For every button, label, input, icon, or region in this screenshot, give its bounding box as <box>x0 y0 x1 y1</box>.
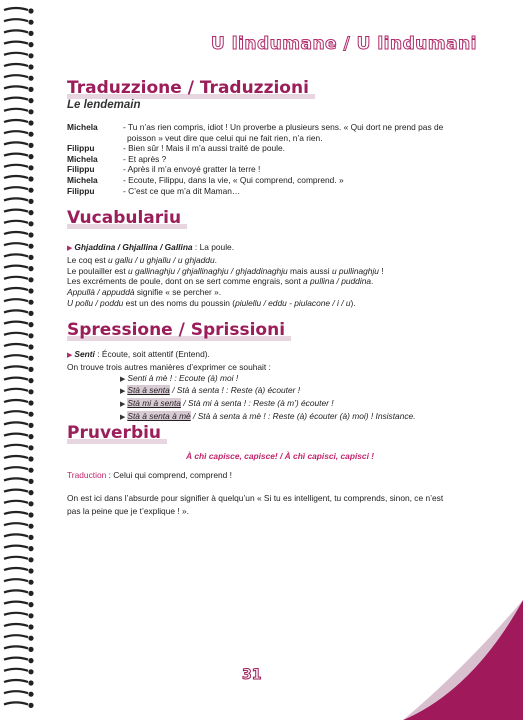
expression-item: ▶ Stà mi à senta / Stà mi à senta ! : Reste (à m’) écouter ! <box>120 398 334 409</box>
spiral-ring <box>4 333 34 339</box>
spiral-ring <box>4 546 34 552</box>
dialog-line <box>67 164 477 175</box>
spiral-ring <box>4 355 34 361</box>
speaker-name: Filippu <box>67 164 95 175</box>
spiral-ring <box>4 557 34 563</box>
header-title: U lindumane / U lindumani <box>211 34 477 54</box>
spiral-ring <box>4 19 34 25</box>
expression-intro: On trouve trois autres manières d’exprimer ce souhait : <box>67 361 271 372</box>
spiral-ring <box>4 568 34 574</box>
speaker-name: Filippu <box>67 143 95 154</box>
spiral-ring <box>4 691 34 697</box>
section-title-traduzzione: Traduzzione / Traduzzioni <box>67 78 309 98</box>
spiral-ring <box>4 109 34 115</box>
page-number: 31 <box>242 667 262 683</box>
spiral-ring <box>4 658 34 664</box>
proverb-note: On est ici dans l’absurde pour signifier à quelqu’un « Si tu es intelligent, tu comprends, sinon, ce n’est pas la peine que je t’explique ! ». <box>67 493 444 516</box>
dialog-line <box>67 186 477 197</box>
vocab-line: U pollu / poddu est un des noms du poussin (piulellu / eddu - piulacone / i / u). <box>67 297 356 308</box>
spiral-ring <box>4 411 34 417</box>
spiral-ring <box>4 613 34 619</box>
vocab-line: ▶ Ghjaddina / Ghjallina / Gallina : La poule. <box>67 242 235 252</box>
triangle-bullet-icon: ▶ <box>120 375 126 383</box>
spiral-ring <box>4 154 34 160</box>
proverb-translation: Traduction : Celui qui comprend, comprend ! <box>67 470 232 480</box>
spiral-ring <box>4 288 34 294</box>
dialog-text: - Bien sûr ! Mais il m’a aussi traité de poule. <box>123 143 285 154</box>
spiral-ring <box>4 366 34 372</box>
spiral-ring <box>4 30 34 36</box>
spiral-ring <box>4 702 34 708</box>
dialog-text: - Et après ? <box>123 153 167 164</box>
spiral-ring <box>4 590 34 596</box>
triangle-bullet-icon: ▶ <box>120 401 126 409</box>
triangle-bullet-icon: ▶ <box>67 352 73 359</box>
section-title-pruverbiu: Pruverbiu <box>67 423 161 443</box>
spiral-ring <box>4 624 34 630</box>
vocab-line: Le poulailler est u gallinaghju / ghjallinaghju / ghjaddinaghju mais aussi u pullinaghju ! <box>67 265 384 276</box>
speaker-name: Michela <box>67 122 98 132</box>
spiral-ring <box>4 120 34 126</box>
spiral-ring <box>4 8 34 14</box>
spiral-ring <box>4 299 34 305</box>
expression-block <box>67 349 477 424</box>
dialog-text: - Tu n’as rien compris, idiot ! Un proverbe a plusieurs sens. « Qui dort ne prend pas de poisson » veut dire que celui qui ne fait rien, n’a rien. <box>123 122 444 143</box>
vocab-line: Les excréments de poule, dont on se sert comme engrais, sont a pullina / puddina. <box>67 276 374 287</box>
vocab-line: Le coq est u gallu / u ghjallu / u ghjaddu. <box>67 254 217 265</box>
spiral-ring <box>4 322 34 328</box>
spiral-ring <box>4 400 34 406</box>
speaker-name: Michela <box>67 174 98 185</box>
spiral-ring <box>4 243 34 249</box>
spiral-ring <box>4 378 34 384</box>
spiral-ring <box>4 456 34 462</box>
vocab-line: Appullà / appuddà signifie « se percher ». <box>67 287 222 298</box>
spiral-ring <box>4 478 34 484</box>
spiral-ring <box>4 165 34 171</box>
spiral-ring <box>4 75 34 81</box>
triangle-bullet-icon: ▶ <box>67 245 73 252</box>
spiral-ring <box>4 42 34 48</box>
vocabulary-list <box>67 242 477 309</box>
dialog-subtitle: Le lendemain <box>67 99 141 111</box>
dialog-line <box>67 175 477 186</box>
spiral-ring <box>4 277 34 283</box>
spiral-ring <box>4 187 34 193</box>
dialog-text: - Après il m’a envoyé gratter la terre ! <box>123 164 261 175</box>
expression-item: ▶ Stà à senta / Stà à senta ! : Reste (à) écouter ! <box>120 385 301 396</box>
spiral-ring <box>4 232 34 238</box>
triangle-bullet-icon: ▶ <box>120 413 126 421</box>
spiral-ring <box>4 602 34 608</box>
spiral-ring <box>4 64 34 70</box>
spiral-ring <box>4 490 34 496</box>
spiral-ring <box>4 86 34 92</box>
spiral-ring <box>4 344 34 350</box>
spiral-ring <box>4 501 34 507</box>
dialog-text: - Ecoute, Filippu, dans la vie, « Qui comprend, comprend. » <box>123 174 344 185</box>
spiral-ring <box>4 389 34 395</box>
spiral-ring <box>4 142 34 148</box>
spiral-ring <box>4 98 34 104</box>
spiral-ring <box>4 680 34 686</box>
spiral-ring <box>4 579 34 585</box>
dialog <box>67 122 477 196</box>
speaker-name: Michela <box>67 153 98 164</box>
spiral-ring <box>4 310 34 316</box>
spiral-ring <box>4 53 34 59</box>
dialog-line <box>67 143 477 154</box>
triangle-bullet-icon: ▶ <box>120 388 126 396</box>
spiral-ring <box>4 534 34 540</box>
spiral-ring <box>4 445 34 451</box>
expression-item: ▶ Senti à mè ! : Ecoute (à) moi ! <box>120 372 239 383</box>
dialog-line <box>67 122 477 143</box>
spiral-ring <box>4 523 34 529</box>
spiral-ring <box>4 669 34 675</box>
spiral-ring <box>4 467 34 473</box>
spiral-ring <box>4 210 34 216</box>
spiral-ring <box>4 131 34 137</box>
expression-item: ▶ Stà à senta à mè / Stà à senta à mè ! : Reste (à) écouter (à) moi) ! Insistance. <box>120 410 416 421</box>
spiral-ring <box>4 434 34 440</box>
spiral-ring <box>4 512 34 518</box>
spiral-ring <box>4 254 34 260</box>
spiral-ring <box>4 176 34 182</box>
expression-senti: ▶ Senti : Écoute, soit attentif (Entend). <box>67 349 210 359</box>
spiral-ring <box>4 266 34 272</box>
spiral-ring <box>4 646 34 652</box>
proverb-text: À chì capisce, capisce! / À chì capisci, capisci ! <box>185 451 375 461</box>
page-curl-corner <box>403 600 523 720</box>
spiral-ring <box>4 221 34 227</box>
spiral-ring <box>4 198 34 204</box>
speaker-name: Filippu <box>67 185 95 196</box>
spiral-ring <box>4 635 34 641</box>
dialog-line <box>67 154 477 165</box>
spiral-binding <box>0 0 40 720</box>
dialog-text: - C’est ce que m’a dit Maman… <box>123 185 241 196</box>
section-title-vucabulariu: Vucabulariu <box>67 208 181 228</box>
section-title-spressione: Spressione / Sprissioni <box>67 320 285 340</box>
spiral-ring <box>4 422 34 428</box>
